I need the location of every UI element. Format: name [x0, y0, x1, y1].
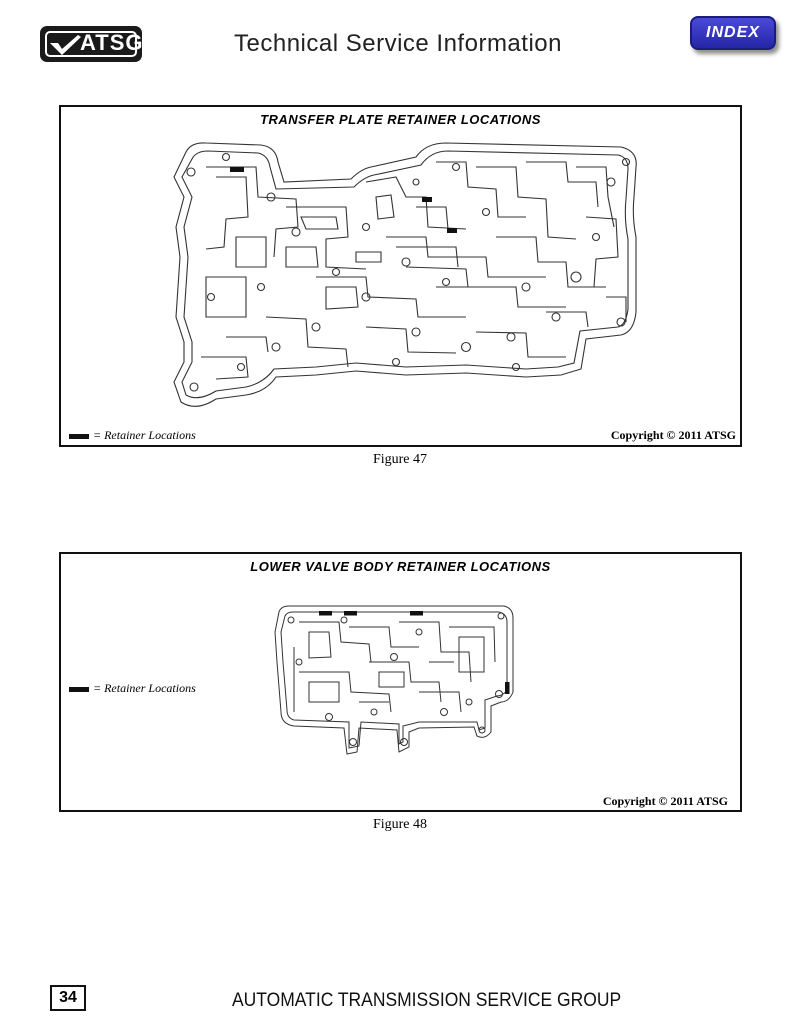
figure-48-frame [59, 552, 742, 812]
legend-text: = Retainer Locations [93, 681, 196, 695]
retainer-swatch [69, 687, 89, 692]
logo-text: ATSG [80, 30, 144, 55]
page-number: 34 [50, 985, 86, 1011]
figure-48-legend [69, 681, 196, 696]
figure-48-title: LOWER VALVE BODY RETAINER LOCATIONS [250, 559, 551, 574]
figure-47-frame [59, 105, 742, 447]
figure-47-copyright: Copyright © 2011 ATSG [610, 428, 736, 442]
page-title: Technical Service Information [234, 30, 562, 57]
lower-valve-body-diagram [269, 602, 519, 782]
retainer-swatch [69, 434, 89, 439]
figure-47-legend [69, 428, 196, 443]
figure-48-caption: Figure 48 [372, 817, 428, 832]
atsg-logo [40, 26, 142, 62]
transfer-plate-diagram [166, 137, 641, 422]
checkmark-icon [48, 33, 82, 57]
footer-company: AUTOMATIC TRANSMISSION SERVICE GROUP [232, 990, 622, 1011]
figure-48-copyright: Copyright © 2011 ATSG [602, 794, 728, 808]
index-button[interactable]: INDEX [690, 16, 776, 50]
legend-text: = Retainer Locations [93, 428, 196, 442]
figure-47-caption: Figure 47 [372, 452, 428, 467]
figure-47-title: TRANSFER PLATE RETAINER LOCATIONS [260, 112, 541, 127]
